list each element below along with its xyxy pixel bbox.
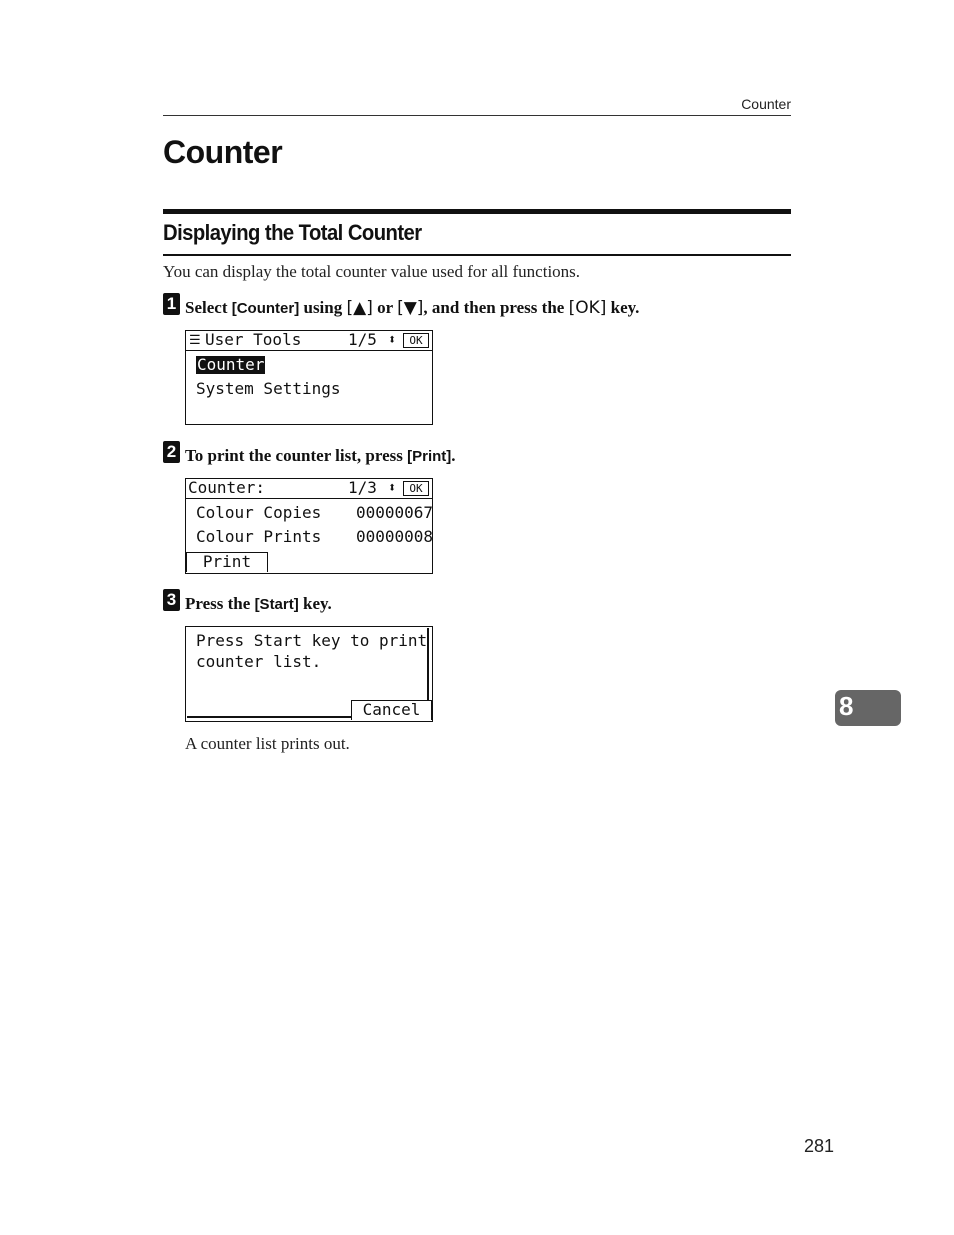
- intro-text: You can display the total counter value used for all functions.: [163, 262, 581, 281]
- lcd-page-indicator: 1/5: [348, 330, 377, 349]
- ok-key-icon[interactable]: OK: [403, 481, 429, 496]
- lcd-header: [186, 331, 432, 351]
- counter-row-label: Colour Prints: [196, 527, 322, 546]
- print-softkey[interactable]: Print: [186, 552, 268, 572]
- page-title: Counter: [163, 134, 283, 170]
- lcd-screen-user-tools: [185, 330, 433, 425]
- lcd-header: [186, 479, 432, 499]
- ok-key-label: [OK]: [568, 298, 607, 318]
- up-down-arrow-icon: ⬍: [388, 480, 397, 496]
- chapter-tab: [835, 690, 901, 726]
- lcd-screen-counter: [185, 478, 433, 574]
- ok-key-icon[interactable]: OK: [403, 333, 429, 348]
- result-text: A counter list prints out.: [185, 734, 350, 753]
- print-key-label: [Print]: [407, 448, 452, 465]
- menu-icon: ☰: [189, 333, 201, 348]
- lcd-screen-print-confirm: [185, 626, 433, 722]
- page-number: 281: [803, 1136, 834, 1156]
- step-2-badge: 2: [163, 441, 180, 463]
- down-key-label: [▼]: [397, 298, 424, 318]
- running-head: Counter: [741, 96, 791, 112]
- menu-item-counter[interactable]: Counter: [197, 355, 265, 374]
- step-2-text: To print the counter list, press [Print].: [185, 446, 456, 465]
- message-line-2: counter list.: [196, 652, 322, 671]
- start-key-label: [Start]: [254, 596, 299, 613]
- lcd-header-title: User Tools: [205, 330, 302, 349]
- step-1-text: Select [Counter] using [▲] or [▼], and then press the [OK] key.: [185, 298, 640, 318]
- counter-row-label: Colour Copies: [196, 503, 322, 522]
- up-key-label: [▲]: [346, 298, 373, 318]
- header-rule: [163, 115, 791, 116]
- step-1-badge: 1: [163, 293, 180, 315]
- step-3-text: Press the [Start] key.: [185, 594, 332, 613]
- section-title-rule: [163, 254, 791, 256]
- cancel-softkey[interactable]: Cancel: [351, 700, 432, 720]
- step-3-badge: 3: [163, 589, 180, 611]
- counter-row-value: 00000008: [356, 527, 434, 546]
- menu-item-system-settings[interactable]: System Settings: [196, 379, 341, 398]
- lcd-page-indicator: 1/3: [348, 478, 377, 497]
- message-line-1: Press Start key to print: [196, 631, 428, 650]
- section-rule: [163, 209, 791, 214]
- counter-key-label: [Counter]: [231, 300, 300, 317]
- section-title: Displaying the Total Counter: [163, 220, 422, 245]
- counter-row-value: 00000067: [356, 503, 434, 522]
- up-down-arrow-icon: ⬍: [388, 332, 397, 348]
- chapter-number: 8: [839, 691, 854, 721]
- lcd-header-title: Counter:: [188, 478, 266, 497]
